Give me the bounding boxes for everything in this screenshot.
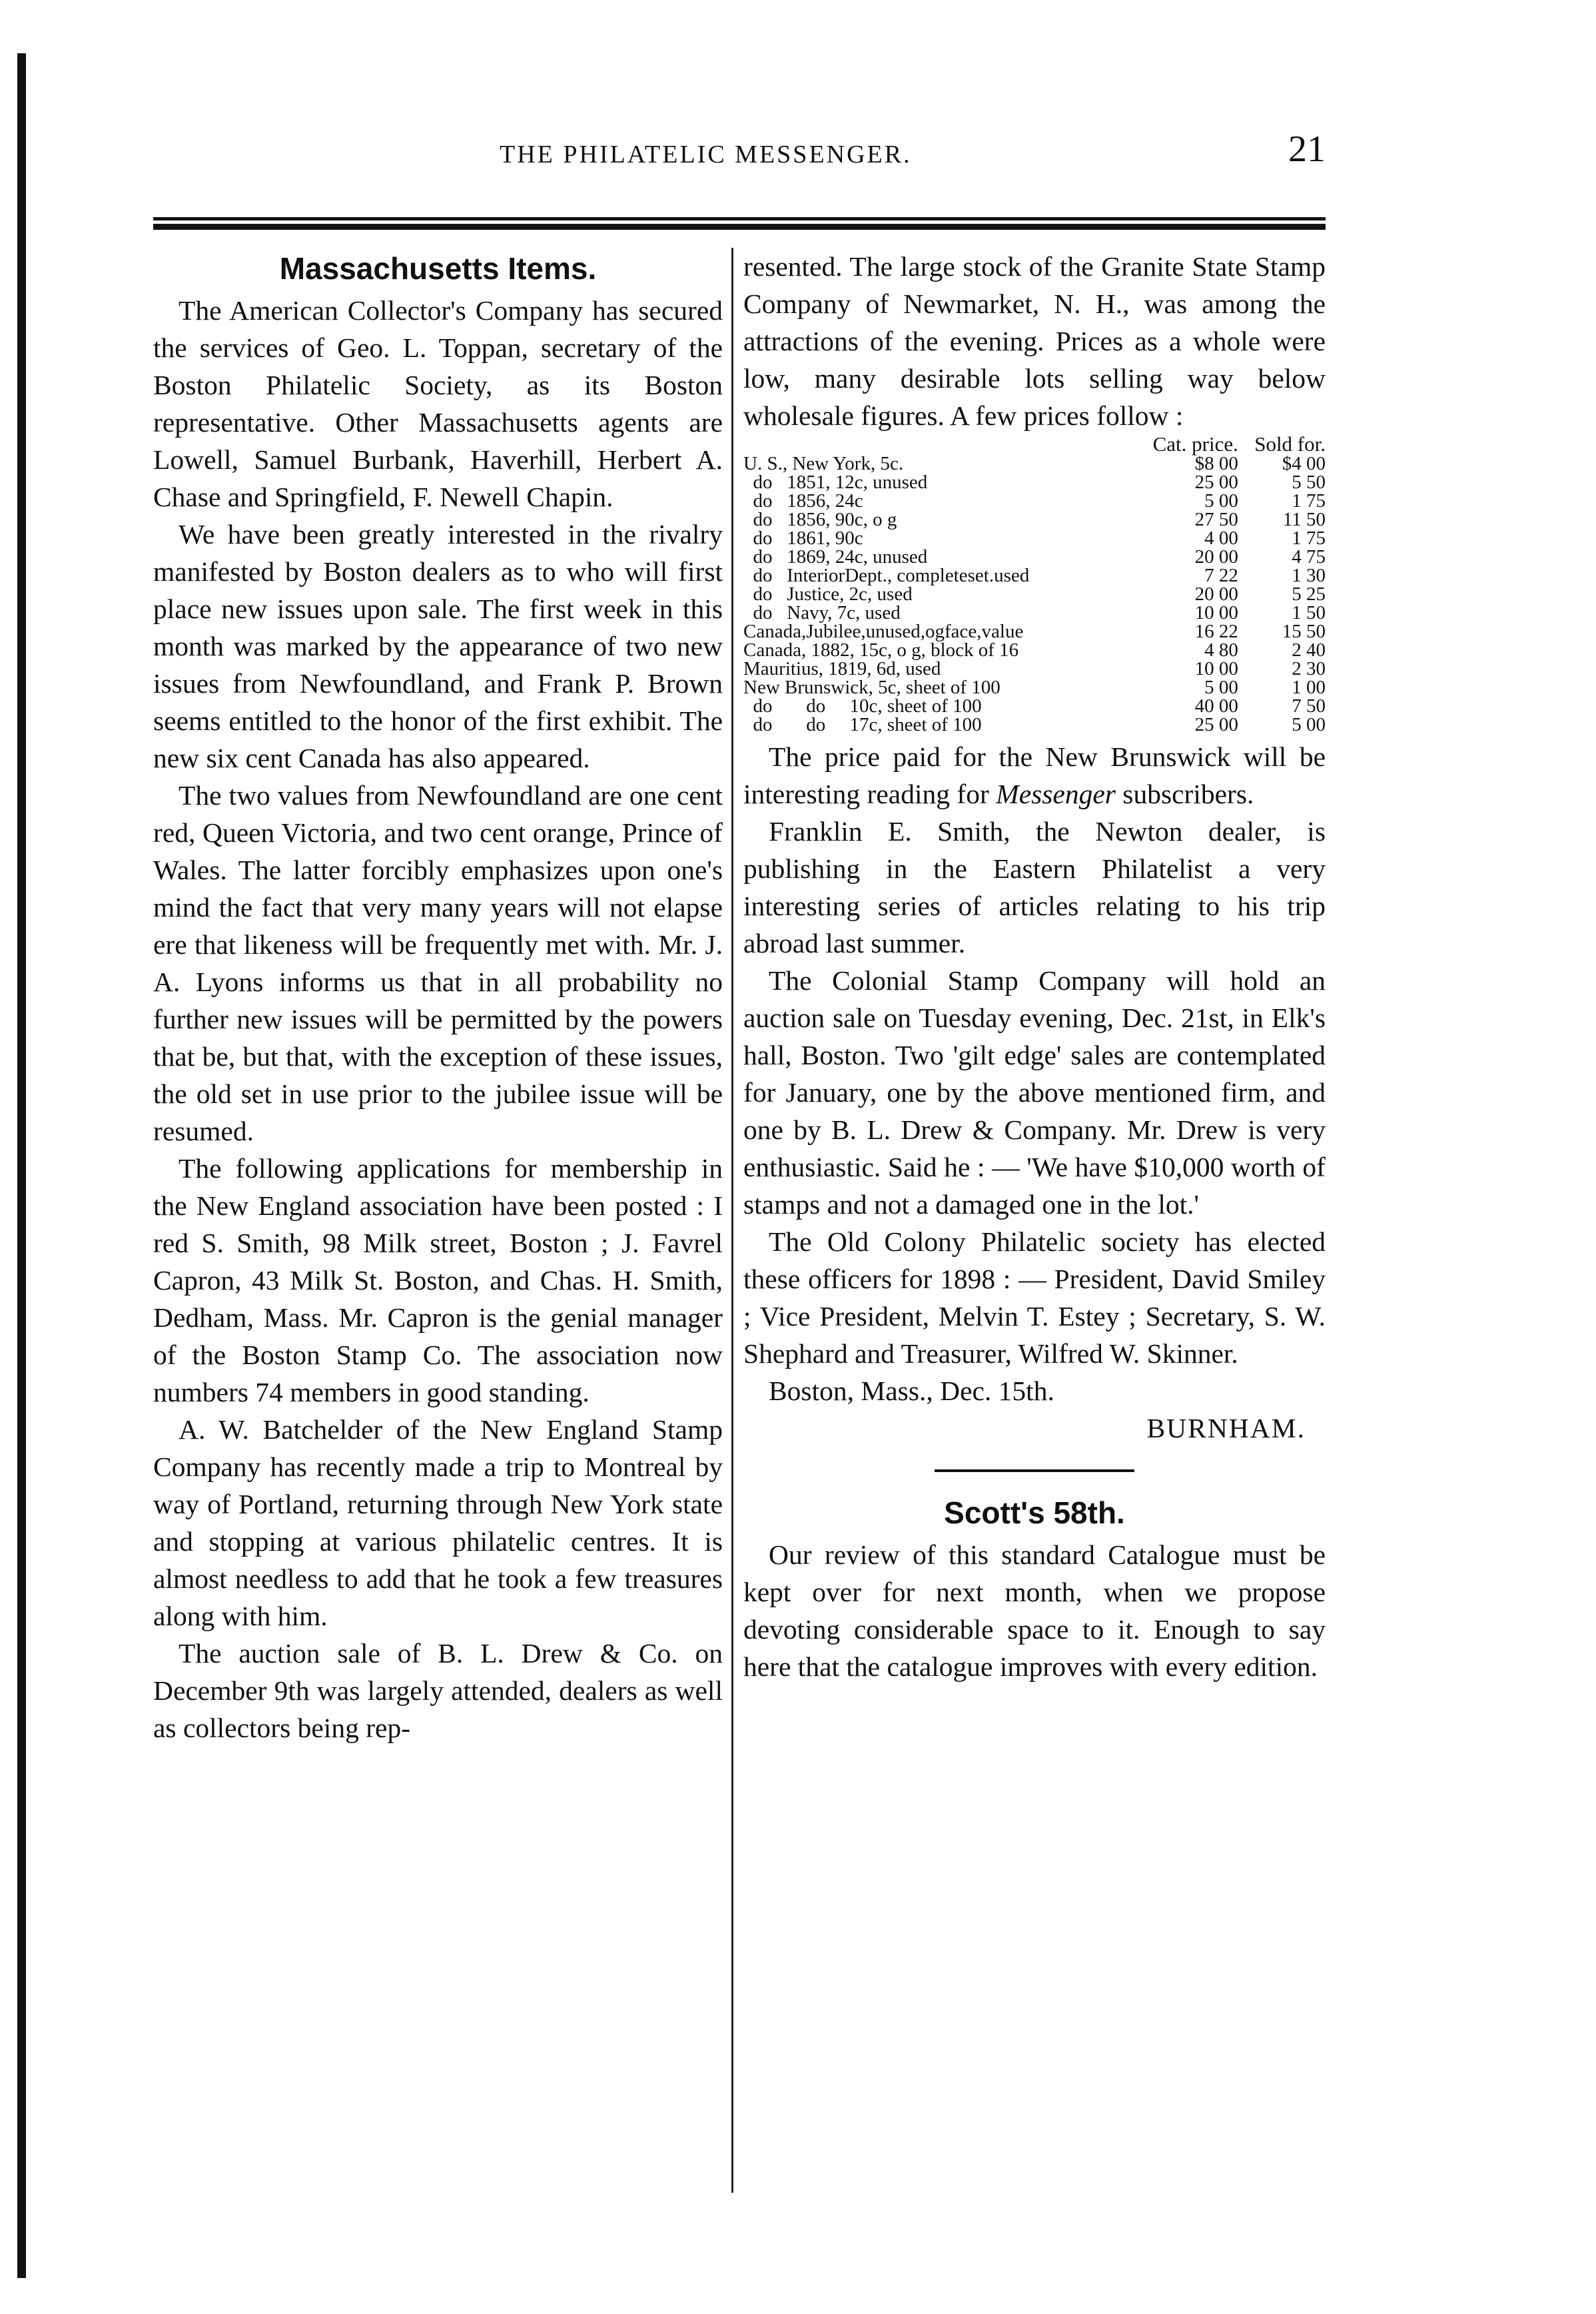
paragraph: The Old Colony Philatelic society has elected these officers for 1898 : — President, David Smiley ; Vice President, Melvin T. Estey ; Secretary, S. W. Shephard and Treasurer, Wilfred W. Skinner. — [743, 1226, 1326, 1369]
table-cell-item: do do 17c, sheet of 100 — [743, 714, 982, 735]
table-row — [743, 697, 1326, 715]
table-cell-sold: 7 50 — [1292, 695, 1326, 717]
text-run: subscribers. — [1115, 779, 1254, 809]
table-cell-sold: 5 25 — [1292, 583, 1326, 605]
table-cell-sold: 2 30 — [1292, 658, 1326, 679]
table-row — [743, 603, 1326, 622]
table-cell-item: do 1856, 24c — [743, 490, 863, 512]
table-cell-item: New Brunswick, 5c, sheet of 100 — [743, 677, 1000, 698]
table-row — [743, 529, 1326, 548]
table-cell-sold: 1 75 — [1292, 528, 1326, 549]
table-cell-item: do 1856, 90c, o g — [743, 509, 897, 530]
table-cell-cat: 20 00 — [1194, 583, 1238, 605]
column-divider — [731, 248, 733, 2193]
header-rule-thick — [153, 224, 1326, 230]
paragraph: The two values from Newfoundland are one cent red, Queen Victoria, and two cent orange, Prince of Wales. The latter forcibly emphasizes upon one's mind the fact that very many years will not elapse ere that likeness will be frequently met with. Mr. J. A. Lyons informs us that in all probability no further new issues will be permitted by the powers that be, but that, with the exception of these issues, the old set in use prior to the jubilee issue will be resumed. — [153, 780, 723, 1146]
table-header-row — [743, 434, 1326, 454]
table-cell-item: do InteriorDept., completeset.used — [743, 565, 1030, 586]
table-cell-cat: 27 50 — [1194, 509, 1238, 530]
table-row — [743, 454, 1326, 473]
table-cell-cat: 5 00 — [1204, 677, 1238, 698]
paragraph: Franklin E. Smith, the Newton dealer, is publishing in the Eastern Philatelist a very interesting series of articles relating to his trip abroad last summer. — [743, 816, 1326, 959]
table-cell-cat: 40 00 — [1194, 695, 1238, 717]
table-cell-sold: 1 75 — [1292, 490, 1326, 512]
table-cell-cat: 7 22 — [1204, 565, 1238, 586]
table-cell-sold: 2 40 — [1292, 639, 1326, 661]
paragraph — [743, 738, 1326, 813]
table-cell-sold: 4 75 — [1292, 546, 1326, 568]
signature: BURNHAM. — [1146, 1413, 1306, 1443]
table-row — [743, 548, 1326, 566]
table-cell-cat: 25 00 — [1194, 714, 1238, 735]
article-heading-scotts: Scott's 58th. — [944, 1495, 1125, 1530]
table-cell-cat: $8 00 — [1194, 453, 1238, 474]
table-cell-cat: 5 00 — [1204, 490, 1238, 512]
table-cell-cat: 16 22 — [1194, 621, 1238, 642]
article-heading-massachusetts: Massachusetts Items. — [279, 251, 597, 286]
table-cell-sold: 5 50 — [1292, 472, 1326, 493]
table-cell-item: U. S., New York, 5c. — [743, 453, 904, 474]
left-column — [153, 248, 723, 2246]
table-cell-cat: 20 00 — [1194, 546, 1238, 568]
table-cell-sold: $4 00 — [1282, 453, 1326, 474]
page-number: 21 — [1288, 129, 1326, 170]
table-cell-item: do Justice, 2c, used — [743, 583, 913, 605]
table-cell-sold: 11 50 — [1282, 509, 1326, 530]
running-title: THE PHILATELIC MESSENGER. — [500, 141, 912, 169]
table-cell-sold: 15 50 — [1282, 621, 1326, 642]
table-cell-sold: 1 50 — [1292, 602, 1326, 623]
table-cell-item: Canada,Jubilee,unused,ogface,value — [743, 621, 1024, 642]
table-row — [743, 659, 1326, 678]
table-row — [743, 510, 1326, 529]
column-header-sold-for: Sold for. — [1254, 432, 1326, 456]
table-cell-cat: 10 00 — [1194, 658, 1238, 679]
table-cell-item: do Navy, 7c, used — [743, 602, 901, 623]
table-cell-item: do 1861, 90c — [743, 528, 863, 549]
table-cell-item: do do 10c, sheet of 100 — [743, 695, 982, 717]
paragraph-continued: resented. The large stock of the Granite State Stamp Company of Newmarket, N. H., was among the attractions of the evening. Prices as a whole were low, many desirable lots selling way below wholesale figures. A few prices follow : — [743, 251, 1326, 431]
publication-name: Messenger — [996, 779, 1116, 809]
table-row — [743, 473, 1326, 492]
table-cell-item: do 1869, 24c, unused — [743, 546, 928, 568]
paragraph: We have been greatly interested in the rivalry manifested by Boston dealers as to who will first place new issues upon sale. The first week in this month was marked by the appearance of two new issues from Newfoundland, and Frank P. Brown seems entitled to the honor of the first exhibit. The new six cent Canada has also appeared. — [153, 519, 723, 773]
table-row — [743, 492, 1326, 510]
table-body — [743, 454, 1326, 734]
table-cell-cat: 25 00 — [1194, 472, 1238, 493]
table-cell-sold: 1 00 — [1292, 677, 1326, 698]
section-rule — [935, 1469, 1134, 1472]
auction-price-table — [743, 434, 1326, 734]
dateline: Boston, Mass., Dec. 15th. — [769, 1375, 1054, 1406]
paragraph: The auction sale of B. L. Drew & Co. on December 9th was largely attended, dealers as well as collectors being rep- — [153, 1638, 723, 1743]
header-rule-thin — [153, 217, 1326, 220]
table-cell-cat: 4 00 — [1204, 528, 1238, 549]
table-cell-sold: 5 00 — [1292, 714, 1326, 735]
table-row — [743, 622, 1326, 641]
table-row — [743, 585, 1326, 603]
text-run: The price paid for the New Brunswick will be interesting reading for — [743, 741, 1326, 809]
table-cell-cat: 10 00 — [1194, 602, 1238, 623]
running-header — [153, 128, 1326, 188]
paragraph: A. W. Batchelder of the New England Stamp Company has recently made a trip to Montreal by way of Portland, returning through New York state and stopping at various philatelic centres. It is almost needless to add that he took a few treasures along with him. — [153, 1414, 723, 1631]
table-row — [743, 678, 1326, 697]
table-cell-sold: 1 30 — [1292, 565, 1326, 586]
table-cell-item: Canada, 1882, 15c, o g, block of 16 — [743, 639, 1019, 661]
binding-edge — [17, 53, 26, 2278]
table-cell-item: Mauritius, 1819, 6d, used — [743, 658, 941, 679]
paragraph: The Colonial Stamp Company will hold an auction sale on Tuesday evening, Dec. 21st, in Elk's hall, Boston. Two 'gilt edge' sales are contemplated for January, one by the above mentioned firm, and one by B. L. Drew & Company. Mr. Drew is very enthusiastic. Said he : — 'We have $10,000 worth of stamps and not a damaged one in the lot.' — [743, 965, 1326, 1220]
table-row — [743, 715, 1326, 734]
table-cell-item: do 1851, 12c, unused — [743, 472, 928, 493]
paragraph: The American Collector's Company has secured the services of Geo. L. Toppan, secretary of the Boston Philatelic Society, as its Boston representative. Other Massachusetts agents are Lowell, Samuel Burbank, Haverhill, Herbert A. Chase and Springfield, F. Newell Chapin. — [153, 295, 723, 512]
table-row — [743, 641, 1326, 659]
table-cell-cat: 4 80 — [1204, 639, 1238, 661]
table-row — [743, 566, 1326, 585]
paragraph: Our review of this standard Catalogue must be kept over for next month, when we propose devoting considerable space to it. Enough to say here that the catalogue improves with every edition. — [743, 1539, 1326, 1682]
paragraph: The following applications for membership in the New England association have been posted : I red S. Smith, 98 Milk street, Boston ; J. Favrel Capron, 43 Milk St. Boston, and Chas. H. Smith, Dedham, Mass. Mr. Capron is the genial manager of the Boston Stamp Co. The association now numbers 74 members in good standing. — [153, 1153, 723, 1407]
column-header-cat-price: Cat. price. — [1152, 432, 1238, 456]
right-column — [743, 248, 1326, 2246]
